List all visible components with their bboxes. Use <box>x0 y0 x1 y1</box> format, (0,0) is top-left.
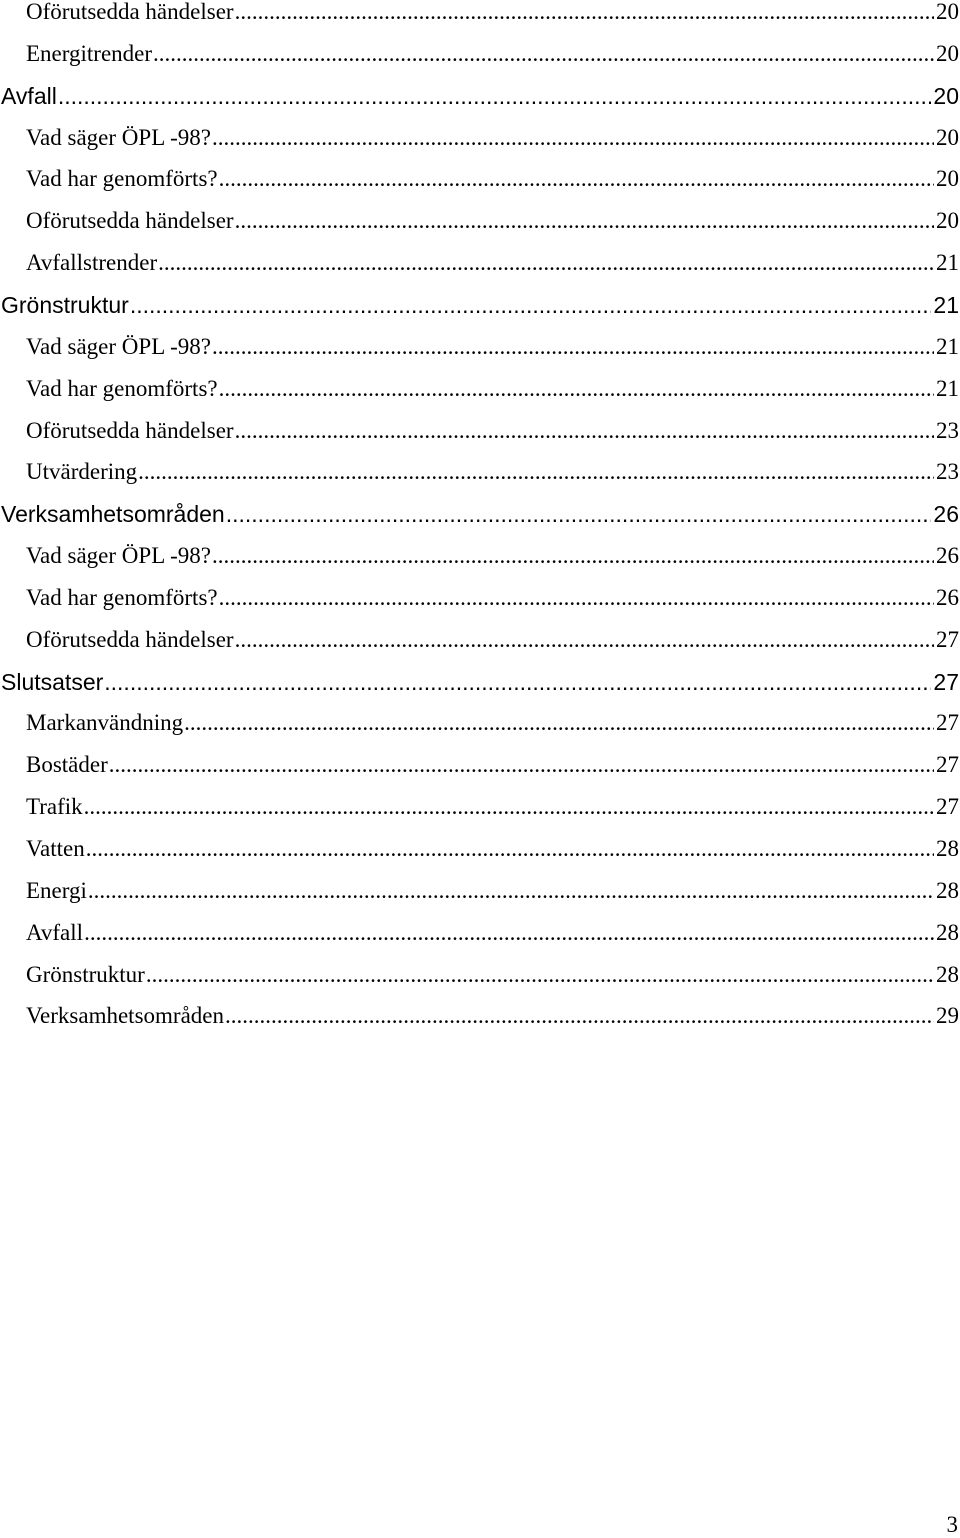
toc-entry-title: Avfall <box>1 82 57 109</box>
toc-dot-leader <box>219 376 934 402</box>
toc-dot-leader <box>104 669 931 696</box>
toc-entry-title: Bostäder <box>26 752 108 778</box>
toc-entry-page: 28 <box>936 877 959 903</box>
toc-dot-leader <box>130 292 932 319</box>
toc-dot-leader <box>212 125 934 151</box>
toc-entry-title: Oförutsedda händelser <box>26 208 234 234</box>
toc-dot-leader <box>184 710 934 736</box>
toc-entry-page: 20 <box>936 124 959 150</box>
toc-dot-leader <box>219 166 934 192</box>
toc-dot-leader <box>153 41 934 67</box>
toc-dot-leader <box>158 250 934 276</box>
toc-entry-title: Oförutsedda händelser <box>26 417 234 443</box>
page-number: 3 <box>946 1512 958 1537</box>
toc-entry-page: 21 <box>936 375 959 401</box>
toc-dot-leader <box>212 334 934 360</box>
toc-dot-leader <box>88 878 934 904</box>
toc-entry-title: Avfall <box>26 919 84 945</box>
toc-entry-page: 20 <box>936 166 959 192</box>
toc-subsection-entry[interactable] <box>0 752 960 794</box>
toc-subsection-entry[interactable] <box>0 543 960 585</box>
toc-subsection-entry[interactable] <box>0 166 960 208</box>
toc-dot-leader <box>235 0 934 25</box>
toc-subsection-entry[interactable] <box>0 250 960 292</box>
toc-subsection-entry[interactable] <box>0 376 960 418</box>
toc-dot-leader <box>235 208 934 234</box>
toc-dot-leader <box>138 459 934 485</box>
toc-dot-leader <box>84 794 934 820</box>
toc-entry-title: Grönstruktur <box>26 961 145 987</box>
toc-entry-page: 26 <box>936 543 959 569</box>
toc-subsection-entry[interactable] <box>0 0 960 41</box>
toc-entry-page: 28 <box>936 919 959 945</box>
toc-entry-title: Vad säger ÖPL -98? <box>26 124 212 150</box>
toc-entry-title: Grönstruktur <box>1 291 129 318</box>
toc-entry-title: Verksamhetsområden <box>1 501 225 528</box>
toc-entry-page: 20 <box>936 40 959 66</box>
toc-section-entry[interactable] <box>0 292 960 334</box>
toc-entry-title: Energitrender <box>26 40 153 66</box>
toc-dot-leader <box>146 962 934 988</box>
toc-entry-title: Slutsatser <box>1 668 104 695</box>
toc-entry-page: 26 <box>933 501 959 528</box>
toc-subsection-entry[interactable] <box>0 710 960 752</box>
toc-entry-page: 20 <box>933 82 959 109</box>
toc-entry-title: Vatten <box>26 836 85 861</box>
toc-subsection-entry[interactable] <box>0 920 960 962</box>
toc-entry-title: Vad säger ÖPL -98? <box>26 333 212 359</box>
toc-entry-page: 27 <box>936 752 959 778</box>
toc-subsection-entry[interactable] <box>0 125 960 167</box>
toc-entry-page: 21 <box>936 250 959 276</box>
toc-entry-title: Vad har genomförts? <box>26 166 218 192</box>
toc-dot-leader <box>84 920 934 946</box>
toc-entry-title: Vad säger ÖPL -98? <box>26 543 212 569</box>
toc-entry-page: 27 <box>933 668 959 695</box>
toc-entry-title: Vad har genomförts? <box>26 375 218 401</box>
toc-subsection-entry[interactable] <box>0 585 960 627</box>
toc-entry-page: 28 <box>936 836 959 861</box>
toc-subsection-entry[interactable] <box>0 627 960 669</box>
toc-subsection-entry[interactable] <box>0 459 960 501</box>
toc-entry-title: Avfallstrender <box>26 250 158 276</box>
toc-entry-page: 23 <box>936 417 959 443</box>
toc-subsection-entry[interactable] <box>0 418 960 460</box>
toc-entry-title: Oförutsedda händelser <box>26 626 234 652</box>
toc-entry-page: 27 <box>936 794 959 820</box>
toc-dot-leader <box>58 83 932 110</box>
toc-subsection-entry[interactable] <box>0 878 960 920</box>
toc-subsection-entry[interactable] <box>0 836 960 878</box>
toc-dot-leader <box>212 543 934 569</box>
toc-entry-page: 29 <box>936 1003 959 1029</box>
toc-entry-page: 23 <box>936 459 959 485</box>
toc-section-entry[interactable] <box>0 501 960 543</box>
toc-entry-page: 21 <box>936 333 959 359</box>
toc-subsection-entry[interactable] <box>0 962 960 1004</box>
toc-entry-title: Energi <box>26 877 87 903</box>
toc-entry-page: 20 <box>936 0 959 24</box>
toc-subsection-entry[interactable] <box>0 208 960 250</box>
toc-subsection-entry[interactable] <box>0 41 960 83</box>
toc-entry-title: Verksamhetsområden <box>26 1003 224 1029</box>
toc-dot-leader <box>235 627 934 653</box>
toc-entry-page: 26 <box>936 584 959 610</box>
toc-dot-leader <box>235 418 934 444</box>
toc-section-entry[interactable] <box>0 83 960 125</box>
toc-dot-leader <box>226 501 932 528</box>
toc-entry-title: Utvärdering <box>26 459 138 485</box>
toc-subsection-entry[interactable] <box>0 794 960 836</box>
toc-entry-page: 21 <box>933 291 959 318</box>
toc-section-entry[interactable] <box>0 669 960 711</box>
toc-dot-leader <box>219 585 934 611</box>
toc-dot-leader <box>86 836 934 862</box>
toc-entry-title: Markanvändning <box>26 710 184 736</box>
toc-entry-page: 28 <box>936 961 959 987</box>
toc-entry-title: Vad har genomförts? <box>26 584 218 610</box>
toc-entry-page: 27 <box>936 710 959 736</box>
toc-entry-page: 27 <box>936 626 959 652</box>
toc-entry-title: Oförutsedda händelser <box>26 0 234 24</box>
toc-entry-page: 20 <box>936 208 959 234</box>
toc-subsection-entry[interactable] <box>0 1003 960 1045</box>
toc-dot-leader <box>225 1003 934 1029</box>
toc-dot-leader <box>109 752 934 778</box>
toc-subsection-entry[interactable] <box>0 334 960 376</box>
toc-entry-title: Trafik <box>26 794 83 820</box>
